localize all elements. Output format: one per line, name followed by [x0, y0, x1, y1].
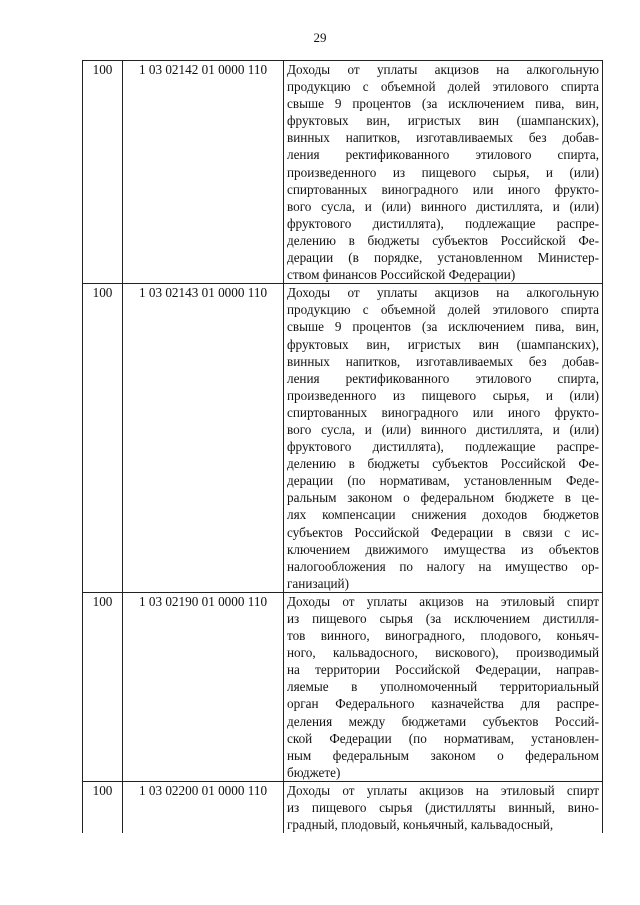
- description-line: произведенного из пищевого сырья, и (или): [287, 387, 599, 403]
- description-line: свыше 9 процентов (за исключением пива, вин,: [287, 319, 599, 335]
- revenue-description-cell: [284, 284, 603, 593]
- description-line: орган Федерального казначейства для распре-: [287, 696, 599, 712]
- admin-code-cell: 100: [83, 284, 123, 593]
- page-number: 29: [313, 30, 327, 45]
- description-line: деления между бюджетами субъектов Россий-: [287, 713, 599, 729]
- description-line: ления ректификованного этилового спирта,: [287, 147, 599, 163]
- admin-code-cell: 100: [83, 592, 123, 781]
- description-line: налогообложения по налогу на имущество ор-: [287, 558, 599, 574]
- description-line: Доходы от уплаты акцизов на этиловый спирт: [287, 593, 599, 609]
- description-line: бюджете): [287, 764, 341, 780]
- budget-code-cell: 1 03 02142 01 0000 110: [123, 61, 284, 284]
- description-line: ключением движимого имущества из объектов: [287, 541, 599, 557]
- description-line: Доходы от уплаты акцизов на алкогольную: [287, 285, 599, 301]
- description-line: фруктового дистиллята), подлежащие распре-: [287, 439, 599, 455]
- description-line: градный, плодовый, коньячный, кальвадосный,: [287, 817, 554, 833]
- table-row: [83, 284, 603, 593]
- description-line: винных напитков, изготавливаемых без добав-: [287, 130, 599, 146]
- description-line: дерации (по нормативам, установленным Феде-: [287, 473, 599, 489]
- description-line: ляемые в уполномоченный территориальный: [287, 679, 599, 695]
- budget-code-cell: 1 03 02200 01 0000 110: [123, 781, 284, 833]
- description-line: ством финансов Российской Федерации): [287, 267, 516, 283]
- description-line: свыше 9 процентов (за исключением пива, вин,: [287, 96, 599, 112]
- description-line: продукцию с объемной долей этилового спирта: [287, 302, 599, 318]
- revenue-description-cell: [284, 61, 603, 284]
- description-line: фруктовых вин, игристых вин (шампанских),: [287, 113, 599, 129]
- description-line: Доходы от уплаты акцизов на этиловый спирт: [287, 782, 599, 798]
- description-line: ления ректификованного этилового спирта,: [287, 370, 599, 386]
- description-line: из пищевого сырья (за исключением дистилля-: [287, 611, 599, 626]
- description-line: лях компенсации снижения доходов бюджетов: [287, 507, 599, 523]
- description-line: спиртованных виноградного или иного фрукто-: [287, 181, 599, 197]
- table-row: [83, 781, 603, 833]
- description-line: ным федеральным законом о федеральном: [287, 747, 599, 763]
- description-line: продукцию с объемной долей этилового спирта: [287, 79, 599, 95]
- description-line: вого сусла, и (или) винного дистиллята, и (или): [287, 198, 599, 214]
- description-line: тов винного, виноградного, плодового, коньяч-: [287, 628, 599, 644]
- description-line: делению в бюджеты субъектов Российской Фе-: [287, 232, 599, 248]
- description-line: субъектов Российской Федерации в связи с ис-: [287, 524, 599, 540]
- description-line: ного, кальвадосного, вискового), производимый: [287, 645, 599, 661]
- description-line: произведенного из пищевого сырья, и (или): [287, 164, 599, 180]
- description-line: винных напитков, изготавливаемых без добав-: [287, 353, 599, 369]
- description-line: делению в бюджеты субъектов Российской Фе-: [287, 456, 599, 472]
- revenue-description-cell: [284, 592, 603, 781]
- budget-classification-table: [82, 60, 603, 833]
- revenue-description-cell: [284, 781, 603, 833]
- description-line: ской Федерации (по нормативам, установлен-: [287, 730, 599, 746]
- description-line: ральным законом о федеральном бюджете в це-: [287, 490, 599, 506]
- budget-code-cell: 1 03 02190 01 0000 110: [123, 592, 284, 781]
- description-line: вого сусла, и (или) винного дистиллята, и (или): [287, 421, 599, 437]
- admin-code-cell: 100: [83, 61, 123, 284]
- description-line: дерации (в порядке, установленном Министер-: [287, 250, 599, 266]
- admin-code-cell: 100: [83, 781, 123, 833]
- table-row: [83, 61, 603, 284]
- budget-code-cell: 1 03 02143 01 0000 110: [123, 284, 284, 593]
- description-line: из пищевого сырья (дистилляты винный, вино-: [287, 800, 599, 816]
- description-line: на территории Российской Федерации, направ-: [287, 662, 599, 678]
- description-line: фруктового дистиллята), подлежащие распре-: [287, 215, 599, 231]
- description-line: фруктовых вин, игристых вин (шампанских),: [287, 336, 599, 352]
- description-line: ганизаций): [287, 575, 350, 591]
- table-row: [83, 592, 603, 781]
- description-line: спиртованных виноградного или иного фрукто-: [287, 404, 599, 420]
- description-line: Доходы от уплаты акцизов на алкогольную: [287, 62, 599, 77]
